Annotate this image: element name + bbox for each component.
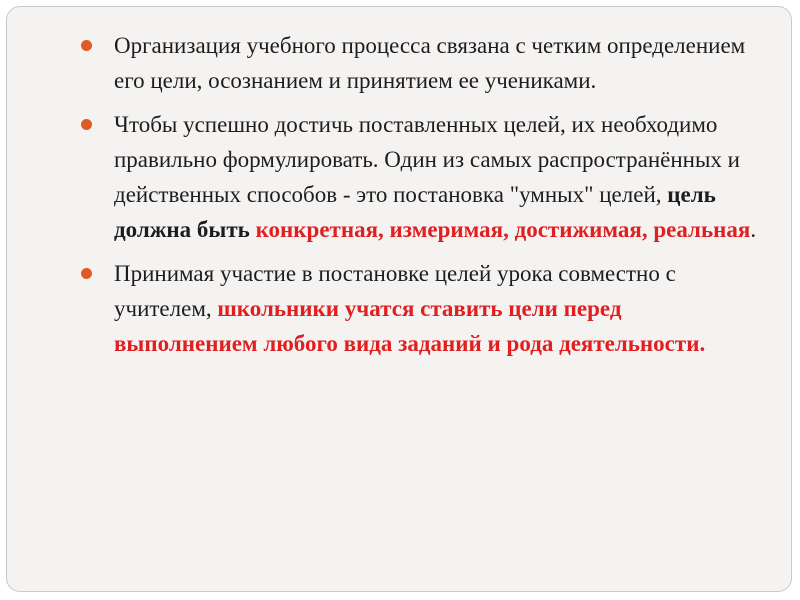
bullet-text: Чтобы успешно достичь поставленных целей, их необходимо правильно формулировать. Один из самых распространённых и действенных способов - это постановка "умных" целей, <box>114 112 740 207</box>
bullet-list <box>78 28 758 370</box>
bullet-item-1 <box>78 28 758 98</box>
bullet-dot-icon <box>81 119 92 130</box>
bullet-text: . <box>750 217 757 242</box>
bullet-dot-icon <box>81 40 92 51</box>
bullet-dot-icon <box>81 268 92 279</box>
bullet-text: Организация учебного процесса связана с четким определением его цели, осознанием и принятием ее учениками. <box>114 33 746 93</box>
bullet-text-highlight: конкретная, измеримая, достижимая, реальная <box>255 217 751 242</box>
bullet-item-3 <box>78 256 758 361</box>
bullet-text: Принимая участие в постановке целей урока совместно с учителем, <box>114 261 676 321</box>
bullet-text-highlight: школьники учатся ставить цели перед выполнением любого вида заданий и рода деятельности. <box>114 296 706 356</box>
bullet-text-bold: цель должна быть <box>114 182 716 242</box>
bullet-item-2 <box>78 107 758 247</box>
